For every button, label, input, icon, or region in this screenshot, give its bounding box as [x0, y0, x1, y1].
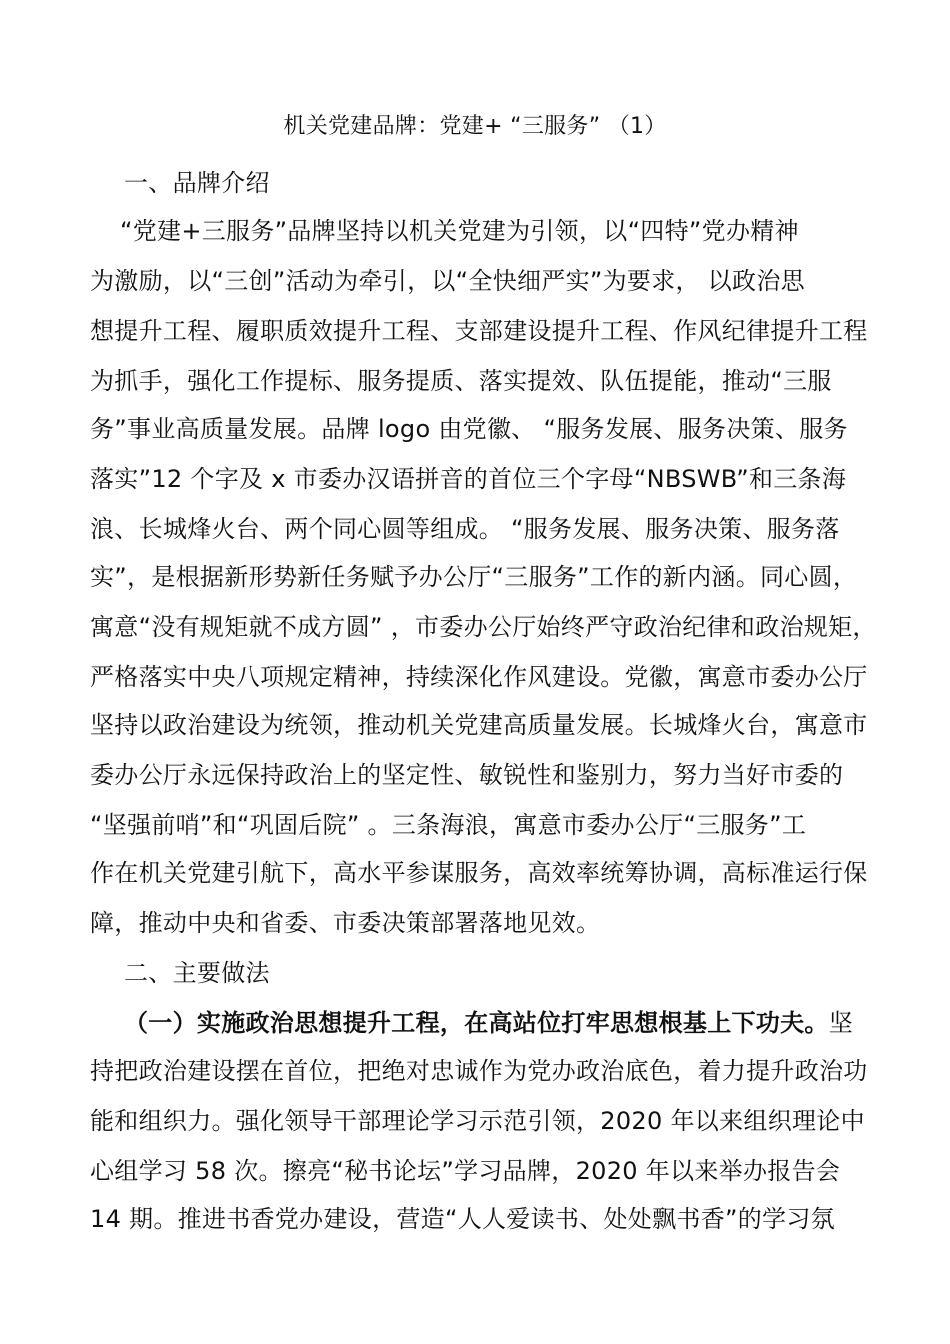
- paragraph-line: 寓意“没有规矩就不成方圆” ，市委办公厅始终严守政治纪律和政治规矩，: [90, 613, 877, 641]
- paragraph-line: 实”，是根据新形势新任务赋予办公厅“三服务”工作的新内涵。同心圆，: [90, 563, 858, 591]
- paragraph-line: “党建+三服务”品牌坚持以机关党建为引领，以“四特”党办精神: [120, 217, 799, 245]
- paragraph-line: 为抓手，强化工作提标、服务提质、落实提效、队伍提能，推动“三服: [90, 367, 832, 395]
- paragraph-line: 心组学习 58 次。擦亮“秘书论坛”学习品牌，2020 年以来举办报告会: [90, 1157, 841, 1185]
- section-heading-main-practices: 二、主要做法: [124, 959, 270, 987]
- paragraph-line: 14 期。推进书香党办建设，营造“人人爱读书、处处飘书香”的学习氛: [90, 1205, 835, 1233]
- paragraph-line: 障，推动中央和省委、市委决策部署落地见效。: [90, 909, 601, 937]
- paragraph-line: “坚强前哨”和“巩固后院” 。三条海浪，寓意市委办公厅“三服务”工: [90, 811, 807, 839]
- paragraph-line: 为激励，以“三创”活动为牵引，以“全快细严实”为要求， 以政治思: [90, 267, 805, 295]
- paragraph-line: 能和组织力。强化领导干部理论学习示范引领，2020 年以来组织理论中: [90, 1107, 865, 1135]
- page-title: 机关党建品牌：党建+ “三服务” （1）: [283, 114, 667, 139]
- paragraph-line: 务”事业高质量发展。品牌 logo 由党徽、 “服务发展、服务决策、服务: [90, 415, 848, 443]
- subsection-text-start: 坚: [828, 1009, 854, 1037]
- paragraph-line: 坚持以政治建设为统领，推动机关党建高质量发展。长城烽火台，寓意市: [90, 711, 868, 739]
- section-heading-brand-intro: 一、品牌介绍: [124, 169, 270, 197]
- paragraph-line: 委办公厅永远保持政治上的坚定性、敏锐性和鉴别力，努力当好市委的: [90, 761, 844, 789]
- paragraph-line: 严格落实中央八项规定精神，持续深化作风建设。党徽，寓意市委办公厅: [90, 663, 868, 691]
- paragraph-line: 持把政治建设摆在首位，把绝对忠诚作为党办政治底色，着力提升政治功: [90, 1057, 868, 1085]
- paragraph-line: 想提升工程、履职质效提升工程、支部建设提升工程、作风纪律提升工程: [90, 317, 868, 345]
- paragraph-line: 落实”12 个字及 x 市委办汉语拼音的首位三个字母“NBSWB”和三条海: [90, 465, 847, 493]
- subsection-heading: （一）实施政治思想提升工程，在高站位打牢思想根基上下功夫。: [124, 1009, 829, 1037]
- subsection-first-line: [124, 1008, 853, 1038]
- paragraph-line: 浪、长城烽火台、两个同心圆等组成。 “服务发展、服务决策、服务落: [90, 515, 840, 543]
- paragraph-line: 作在机关党建引航下，高水平参谋服务，高效率统筹协调，高标准运行保: [90, 859, 868, 887]
